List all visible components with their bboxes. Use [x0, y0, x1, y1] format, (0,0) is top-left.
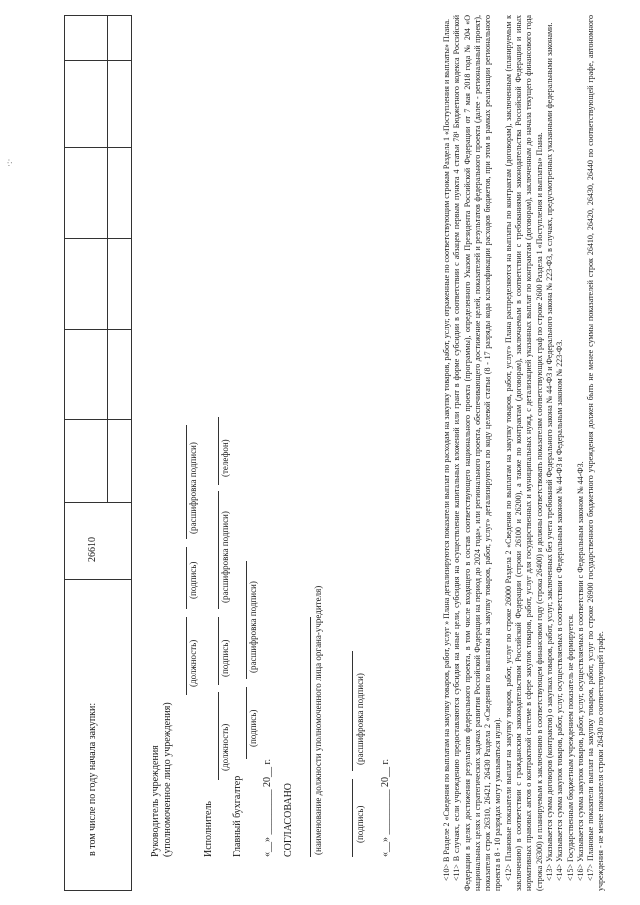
- footnote-11: <11> В случаях, если учреждению предоставляются субсидия на иные цели, субсидия на осуществление капитальных вложений или грант в форме субсидии в соответствии с абзацем первым пункта 4 статьи 78¹ Бюджетного кодекса Российской Федерации в целях достижения результатов федерального проекта, в том числе входящего в состав соответствующего национального проекта (программы), определенного Указом Президента Российской Федерации от 7 мая 2018 года № 204 «О национальных целях и стратегических задачах развития Российской Федерации на период до 2024 года», или регионального проекта, обеспечивающего достижение целей, показателей и результатов федерального проекта (далее - региональный проект), показатели строк 26310, 26421, 26430 Раздела 2 «Сведения по выплатам на закупку товаров, работ, услуг» детализируются по коду целевой статьи (8 - 17 разряды кода классификации расходов бюджетов, при этом в рамках реализации регионального проекта в 8 - 10 разрядах могут указываться нули).: [452, 15, 503, 891]
- performer-label: Исполнитель: [203, 801, 214, 857]
- date-line-1: «__» _________ 20__ г.: [262, 759, 273, 857]
- head-title-line2: (уполномоченное лицо учреждения): [162, 702, 173, 857]
- head-signature-caption: (подпись): [188, 561, 198, 599]
- agency-position-caption: (наименование должности уполномоченного лица органа-учредителя): [313, 585, 323, 855]
- purchase-table: [64, 15, 132, 891]
- performer-decoding-caption: (расшифровка подписи): [220, 511, 230, 603]
- head-decoding-caption: (расшифровка подписи): [188, 442, 198, 534]
- performer-position-caption: (должность): [220, 723, 230, 771]
- table-row-label: в том числе по году начала закупки:: [87, 702, 98, 856]
- footnote-14: <14> Указывается сумма закупок товаров, работ, услуг, осуществляемых в соответствии с Федеральным законом № 44-ФЗ и Федеральным законом № 223-ФЗ.: [555, 339, 565, 881]
- footnotes: [442, 15, 607, 891]
- chief-decoding-caption: (расшифровка подписи): [248, 581, 258, 673]
- date-line-2: «__» _________ 20__ г.: [380, 759, 391, 857]
- footnote-10: <10> В Разделе 2 «Сведения по выплатам на закупку товаров, работ, услуг » Плана детализируются показатели выплат по расходам на закупку товаров, работ, услуг, отраженные по соответствующим строкам Раздела 1 «Поступления и выплаты» Плана.: [442, 18, 451, 881]
- footnote-15: <15> Государственным бюджетным учреждением показатель не формируется.: [565, 613, 575, 881]
- footnote-12: <12> Плановые показатели выплат на закупку товаров, работ, услуг по строке 26000 Раздела 2 «Сведения по выплатам на закупку товаров, работ, услуг» Плана распределяются на выплаты по контрактам (договорам), заключенным (планируемым к заключению) в соответствии с гражданским законодательством Российской Федерации (строки 26100 и 26200), а также по контрактам (договорам), заключаемым в соответствии с требованиями законодательства Российской Федерации и иных нормативных правовых актов о контрактной системе в сфере закупок товаров, работ, услуг для государственных и муниципальных нужд, с детализацией указанных выплат по контрактам (договорам), заключенным до начала текущего финансового года (строка 26300) и планируемым к заключению в соответствующем финансовом году (строка 26400) и должны соответствовать показателям соответствующих граф по строке 2600 Раздела 1 «Поступления и выплаты» Плана.: [503, 15, 544, 891]
- footnote-13: <13> Указывается сумма договоров (контрактов) о закупках товаров, работ, услуг, заключенных без учета требований Федерального закона № 44-ФЗ и Федерального закона № 223-ФЗ, в случаях, предусмотренных указанными федеральными законами.: [544, 22, 554, 881]
- performer-signature-caption: (подпись): [220, 639, 230, 677]
- agency-signature-caption: (подпись): [355, 805, 365, 843]
- footnote-17: <17> Плановые показатели выплат на закупку товаров, работ, услуг по строке 26900 государственного бюджетного учреждения должен быть не менее суммы показателей строк 26410, 26420, 26430, 26440 по соответствующей графе, автономного учреждения - не менее показателя строки 26430 по соответствующей графе.: [586, 15, 606, 891]
- chief-accountant-label: Главный бухгалтер: [232, 775, 243, 857]
- table-code-cell: 26610: [87, 537, 98, 562]
- scan-mark: ·:·: [4, 158, 14, 167]
- head-position-caption: (должность): [188, 639, 198, 687]
- performer-phone-caption: (телефон): [220, 439, 230, 477]
- agreed-label: СОГЛАСОВАНО: [283, 782, 294, 857]
- head-title-line1: Руководитель учреждения: [150, 745, 161, 857]
- agency-decoding-caption: (расшифровка подписи): [355, 673, 365, 765]
- footnote-16: <16> Указывается сумма закупок товаров, работ, услуг, осуществляемых в соответствии с Федеральным законом № 44-ФЗ.: [575, 461, 585, 881]
- chief-signature-caption: (подпись): [248, 709, 258, 747]
